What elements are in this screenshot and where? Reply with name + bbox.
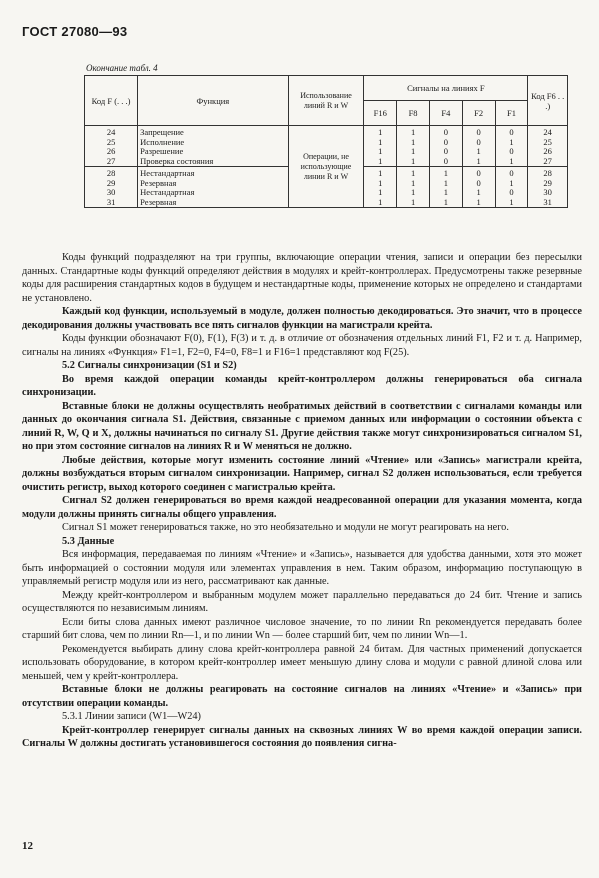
signal-value: 1 [410, 177, 416, 188]
paragraph: Вся информация, передаваемая по линиям «Чтение» и «Запись», называется для удобства данными, хотя это может быть информацией о состоянии модуля или элементах управления в нем. Таким образом, информацию поступающую в управляемый регистр модуля или из него, рассматривают как данные. [22, 549, 582, 587]
header-signal-col: F4 [429, 101, 462, 126]
code-right-cell-line: 26 [543, 146, 552, 156]
signal-value: 0 [443, 155, 448, 166]
code-right-cell [528, 167, 568, 208]
signal-value: 0 [443, 127, 448, 137]
paragraph: Вставные блоки не должны реагировать на состояние сигналов на линиях «Чтение» и «Запись» при отсутствии операции команды. [22, 684, 582, 709]
signal-value: 1 [410, 127, 416, 137]
signal-value: 0 [476, 177, 481, 188]
code-cell-line: 28 [106, 168, 116, 178]
code-cell-line: 26 [106, 146, 116, 156]
document-header: ГОСТ 27080—93 [22, 24, 128, 39]
signal-value: 1 [378, 196, 383, 207]
code-right-cell-line: 29 [543, 177, 552, 188]
header-signal-col: F2 [462, 101, 495, 126]
signal-value: 1 [378, 127, 383, 137]
signal-cell [429, 126, 462, 167]
header-function: Функция [138, 76, 288, 126]
function-cell-line: Запрещение [140, 127, 184, 137]
signal-cell [429, 167, 462, 208]
paragraph: Коды функций подразделяют на три группы, включающие операции чтения, записи и операции без пересылки данных. Стандартные коды функций определяют действия в модулях и крейт-контроллерах. Предусмотрены также резервные коды для расширения стандартных кодов в будущем и нестандартные коды, применение которых не определено и стандартами не установлено. [22, 252, 582, 304]
signal-value: 1 [378, 136, 383, 147]
paragraph: Коды функции обозначают F(0), F(1), F(3) и т. д. в отличие от обозначения отдельных линий F1, F2 и т. д. Например, сигналы на линиях «Функция» F1=1, F2=0, F4=0, F8=1 и F16=1 представляют код F(25). [22, 333, 582, 358]
signal-value: 1 [476, 155, 481, 166]
code-right-cell [528, 126, 568, 167]
signal-value: 0 [509, 168, 514, 178]
code-cell-line: 31 [106, 196, 116, 207]
function-cell [138, 167, 288, 208]
code-right-cell-line: 24 [543, 127, 552, 137]
function-cell [138, 126, 288, 167]
paragraph: Сигнал S2 должен генерироваться во время каждой неадресованной операции для указания момента, когда модули должны принять сигналы общего управления. [22, 495, 582, 520]
paragraph: Рекомендуется выбирать длину слова крейт-контроллера равной 24 битам. Для частных применений допускается использовать оборудование, в котором крейт-контроллер имеет меньшую длину слова и модули с равной длиной слова или меньшей, чем у крейт-контроллера. [22, 643, 582, 682]
function-cell-line: Разрешение [140, 146, 184, 156]
signal-value: 1 [410, 187, 416, 197]
code-cell-line: 29 [106, 177, 116, 188]
function-cell-line: Нестандартная [140, 187, 195, 197]
paragraph: 5.3.1 Линии записи (W1—W24) [62, 711, 201, 722]
header-signal-col: F1 [495, 101, 528, 126]
code-cell-line: 25 [106, 136, 116, 147]
paragraph: Вставные блоки не должны осуществлять необратимых действий в соответствии с сигналами команды или данных до окончания сигнала S1. Действия, связанные с приемом данных или информации о состоянии объекта с линий R, W, Q и X, должны начинаться по сигналу S1. Другие действия также могут синхронизироваться сигналом S1, но при этом состояние сигналов на линиях R и W меняться не должно. [22, 400, 582, 452]
signal-value: 1 [410, 136, 416, 147]
signal-cell [462, 167, 495, 208]
paragraph: Любые действия, которые могут изменить состояние линий «Чтение» или «Запись» магистрали крейта, должны возбуждаться вторым сигналом синхронизации. Например, сигнал S2 должен использоваться, если требуется очистить регистр, выход которого соединен с магистралью крейта. [22, 454, 582, 493]
signal-value: 1 [410, 168, 416, 178]
signal-value: 1 [476, 187, 481, 197]
signal-value: 0 [509, 146, 514, 156]
table-caption: Окончание табл. 4 [86, 63, 158, 73]
signal-value: 1 [410, 146, 416, 156]
signal-value: 0 [509, 127, 514, 137]
signal-cell [364, 126, 397, 167]
paragraph: 5.3 Данные [62, 535, 115, 547]
page-number: 12 [22, 840, 33, 852]
function-cell-line: Нестандартная [140, 168, 195, 178]
signal-value: 0 [509, 187, 514, 197]
paragraph: Между крейт-контроллером и выбранным модулем может параллельно передаваться до 24 бит. Чтение и запись осуществляются по независимым линиям. [22, 589, 582, 614]
signal-value: 1 [443, 196, 448, 207]
header-signal-col: F16 [364, 101, 397, 126]
function-cell-line: Исполнение [140, 136, 185, 147]
signal-value: 1 [378, 187, 383, 197]
code-cell [85, 126, 138, 167]
signal-cell [462, 126, 495, 167]
header-code-right: Код F6 . . .) [528, 76, 568, 126]
signal-value: 1 [378, 168, 383, 178]
body-text [22, 251, 582, 751]
signal-value: 1 [443, 177, 448, 188]
paragraph: Сигнал S1 может генерироваться также, но это необязательно и модули не могут реагировать на него. [62, 522, 509, 533]
function-codes-table [84, 75, 568, 208]
signal-value: 1 [378, 177, 383, 188]
code-cell-line: 24 [106, 127, 116, 137]
paragraph: Крейт-контроллер генерирует сигналы данных на сквозных линиях W во время каждой операции записи. Сигналы W должны достигать установившегося состояния до появления сигна- [22, 724, 582, 749]
signal-value: 1 [378, 146, 383, 156]
signal-value: 1 [509, 177, 514, 188]
signal-cell [397, 126, 430, 167]
signal-value: 1 [410, 196, 416, 207]
function-cell-line: Резервная [140, 177, 177, 188]
paragraph: Каждый код функции, используемый в модуле, должен полностью декодироваться. Это значит, что в процессе декодирования должны участвовать все пять сигналов функции на магистрали крейта. [22, 306, 582, 331]
code-right-cell-line: 31 [543, 196, 552, 207]
signal-cell [495, 167, 528, 208]
code-right-cell-line: 28 [543, 168, 552, 178]
header-code: Код F (. . .) [85, 76, 138, 126]
function-cell-line: Проверка состояния [140, 155, 214, 166]
paragraph: Если биты слова данных имеют различное числовое значение, то по линии Rn рекомендуется передавать более старший бит слова, чем по линии Rn—1, и по линии Wn — более старший бит, чем по линии Wn—1. [22, 616, 582, 641]
signal-value: 1 [509, 155, 514, 166]
signal-value: 0 [476, 136, 481, 147]
signal-value: 0 [443, 146, 448, 156]
use-cell: Операции, не использующие линии R и W [288, 126, 364, 208]
signal-cell [397, 167, 430, 208]
code-cell-line: 27 [106, 155, 116, 166]
signal-value: 1 [410, 155, 416, 166]
header-use: Использование линий R и W [288, 76, 364, 126]
paragraph: 5.2 Сигналы синхронизации (S1 и S2) [62, 360, 237, 371]
signal-value: 1 [476, 196, 481, 207]
signal-value: 1 [509, 136, 514, 147]
signal-value: 1 [443, 187, 448, 197]
code-right-cell-line: 27 [543, 155, 552, 166]
paragraph: Во время каждой операции команды крейт-контроллером должны генерироваться оба сигнала синхронизации. [22, 373, 582, 398]
signal-value: 0 [476, 168, 481, 178]
signal-value: 0 [476, 127, 481, 137]
signal-value: 0 [443, 136, 448, 147]
header-signal-col: F8 [397, 101, 430, 126]
header-signals: Сигналы на линиях F [364, 76, 528, 101]
function-cell-line: Резервная [140, 196, 177, 207]
code-right-cell-line: 30 [543, 187, 552, 197]
code-cell-line: 30 [106, 187, 116, 197]
signal-cell [364, 167, 397, 208]
code-right-cell-line: 25 [543, 136, 552, 147]
table-row [85, 126, 568, 167]
signal-value: 1 [509, 196, 514, 207]
signal-value: 1 [378, 155, 383, 166]
signal-value: 1 [443, 168, 448, 178]
code-cell [85, 167, 138, 208]
signal-value: 1 [476, 146, 481, 156]
signal-cell [495, 126, 528, 167]
